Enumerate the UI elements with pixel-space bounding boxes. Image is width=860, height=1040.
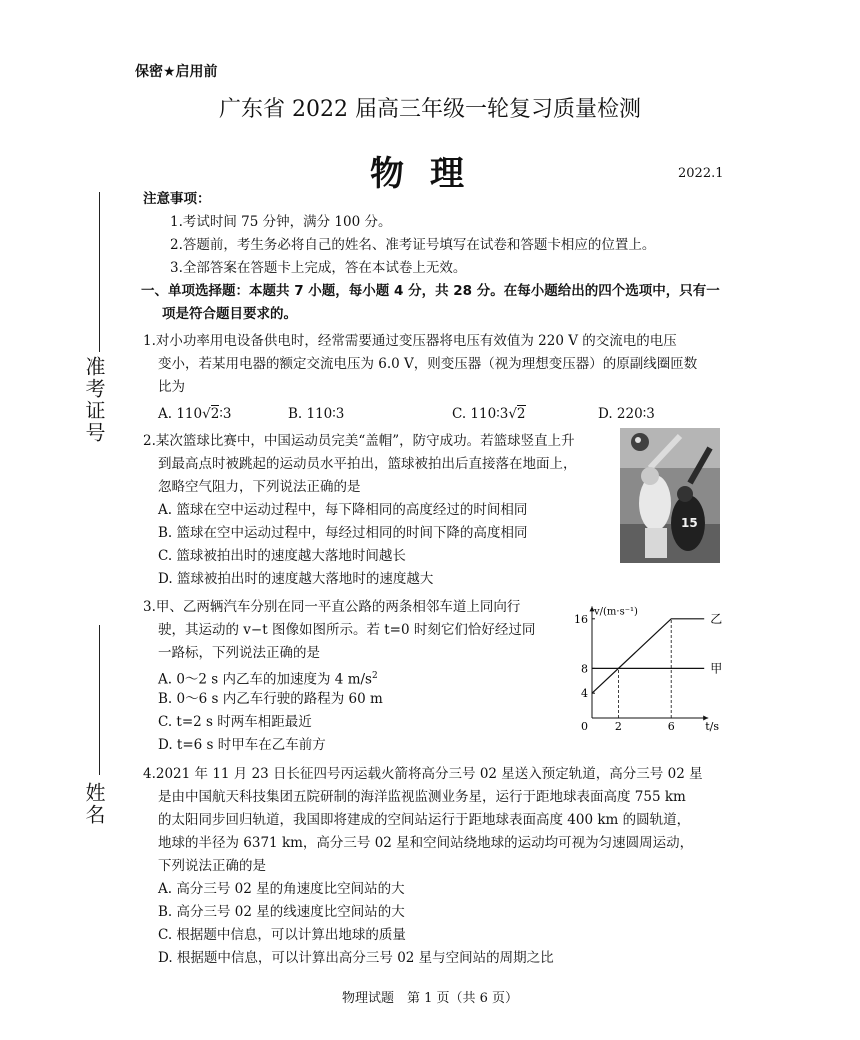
notice-heading: 注意事项：	[143, 191, 211, 207]
notice-item: 1.考试时间 75 分钟，满分 100 分。	[170, 214, 392, 230]
jersey-number: 15	[681, 516, 698, 530]
q3-option-a-text: A. 0～2 s 内乙车的加速度为 4 m/s	[158, 671, 372, 688]
q1-option-b: B. 110∶3	[288, 406, 345, 422]
exam-date: 2022.1	[678, 166, 724, 181]
q2-option-c: C. 篮球被拍出时的速度越大落地时间越长	[158, 548, 406, 564]
sqrt-sign: √	[508, 406, 517, 422]
x-tick-label: 2	[614, 720, 622, 733]
confidential-mark: 保密★启用前	[135, 64, 218, 80]
origin-label: 0	[581, 720, 588, 733]
q3-stem: 驶，其运动的 v−t 图像如图所示。若 t=0 时刻它们恰好经过同	[158, 622, 536, 638]
q2-option-a: A. 篮球在空中运动过程中，每下降相同的高度经过的时间相同	[158, 502, 528, 518]
page-footer: 物理试题 第 1 页（共 6 页）	[341, 991, 519, 1006]
q3-option-a-exp: 2	[371, 671, 378, 681]
q1-stem: 比为	[158, 379, 185, 395]
basketball-photo-svg	[620, 428, 720, 563]
q4-stem: 的太阳同步回归轨道，我国即将建成的空间站运行于距地球表面高度 400 km 的圆轨道，	[158, 812, 691, 828]
y-tick-label: 16	[574, 612, 588, 626]
exam-title: 广东省 2022 届高三年级一轮复习质量检测	[219, 97, 641, 122]
q4-stem: 下列说法正确的是	[158, 858, 266, 874]
name-line	[99, 625, 100, 775]
q4-option-d: D. 根据题中信息，可以计算出高分三号 02 星与空间站的周期之比	[158, 950, 554, 966]
q2-stem: 2.某次篮球比赛中，中国运动员完美“盖帽”，防守成功。若篮球竖直上升	[143, 433, 575, 449]
q2-option-b: B. 篮球在空中运动过程中，每经过相同的时间下降的高度相同	[158, 525, 528, 541]
section-heading: 一、单项选择题：本题共 7 小题，每小题 4 分，共 28 分。在每小题给出的四个选项中，只有一	[141, 283, 720, 299]
q4-option-a: A. 高分三号 02 星的角速度比空间站的大	[158, 881, 405, 897]
name-label: 姓名	[82, 782, 106, 826]
q2-stem: 忽略空气阻力，下列说法正确的是	[158, 479, 361, 495]
basketball-photo	[620, 428, 720, 563]
q4-stem: 地球的半径为 6371 km，高分三号 02 星和空间站绕地球的运动均可视为匀速圆周运动，	[158, 835, 694, 851]
q1-option-c-radicand: 2	[516, 406, 526, 422]
q3-option-b: B. 0～6 s 内乙车行驶的路程为 60 m	[158, 691, 383, 707]
q1-option-c	[452, 403, 526, 426]
q1-option-a-radicand: 2	[210, 406, 220, 422]
q1-option-c-pre: C. 110∶3	[452, 406, 509, 422]
y-axis-label: v/(m·s⁻¹)	[594, 606, 638, 618]
subject-title: 物理	[370, 154, 490, 194]
q1-stem: 1.对小功率用电设备供电时，经常需要通过变压器将电压有效值为 220 V 的交流电的电压	[143, 333, 677, 349]
q1-option-a	[158, 403, 231, 426]
x-axis-label: t/s	[705, 720, 719, 733]
q4-stem: 是由中国航天科技集团五院研制的海洋监视监测业务星，运行于距地球表面高度 755 km	[158, 789, 686, 805]
q1-option-a-post: ∶3	[219, 406, 232, 422]
vt-graph	[570, 588, 730, 737]
exam-id-label: 准考证号	[82, 356, 106, 444]
sqrt-sign: √	[202, 406, 211, 422]
series-line-2	[592, 619, 704, 693]
vt-graph-svg	[570, 588, 730, 733]
q1-stem: 变小，若某用电器的额定交流电压为 6.0 V，则变压器（视为理想变压器）的原副线圈匝数	[158, 356, 698, 372]
q3-option-c: C. t=2 s 时两车相距最近	[158, 714, 312, 730]
y-tick-label: 8	[581, 662, 588, 676]
series-label: 乙	[710, 611, 723, 626]
q4-option-b: B. 高分三号 02 星的线速度比空间站的大	[158, 904, 405, 920]
q1-option-d: D. 220∶3	[598, 406, 655, 422]
q2-option-d: D. 篮球被拍出时的速度越大落地时的速度越大	[158, 571, 434, 587]
q1-option-a-pre: A. 110	[158, 406, 203, 422]
q4-stem: 4.2021 年 11 月 23 日长征四号丙运载火箭将高分三号 02 星送入预定轨道，高分三号 02 星	[143, 766, 703, 782]
q2-stem: 到最高点时被跳起的运动员水平拍出，篮球被拍出后直接落在地面上，	[158, 456, 577, 472]
q4-option-c: C. 根据题中信息，可以计算出地球的质量	[158, 927, 406, 943]
section-heading-cont: 项是符合题目要求的。	[162, 306, 297, 322]
exam-id-line	[99, 192, 100, 352]
q3-option-d: D. t=6 s 时甲车在乙车前方	[158, 737, 326, 753]
x-tick-label: 6	[667, 720, 675, 733]
q3-stem: 一路标，下列说法正确的是	[158, 645, 320, 661]
q3-stem: 3.甲、乙两辆汽车分别在同一平直公路的两条相邻车道上同向行	[143, 599, 521, 615]
series-label: 甲	[710, 661, 723, 676]
notice-item: 3.全部答案在答题卡上完成，答在本试卷上无效。	[170, 260, 467, 276]
y-tick-label: 4	[581, 687, 588, 701]
notice-item: 2.答题前，考生务必将自己的姓名、准考证号填写在试卷和答题卡相应的位置上。	[170, 237, 656, 253]
